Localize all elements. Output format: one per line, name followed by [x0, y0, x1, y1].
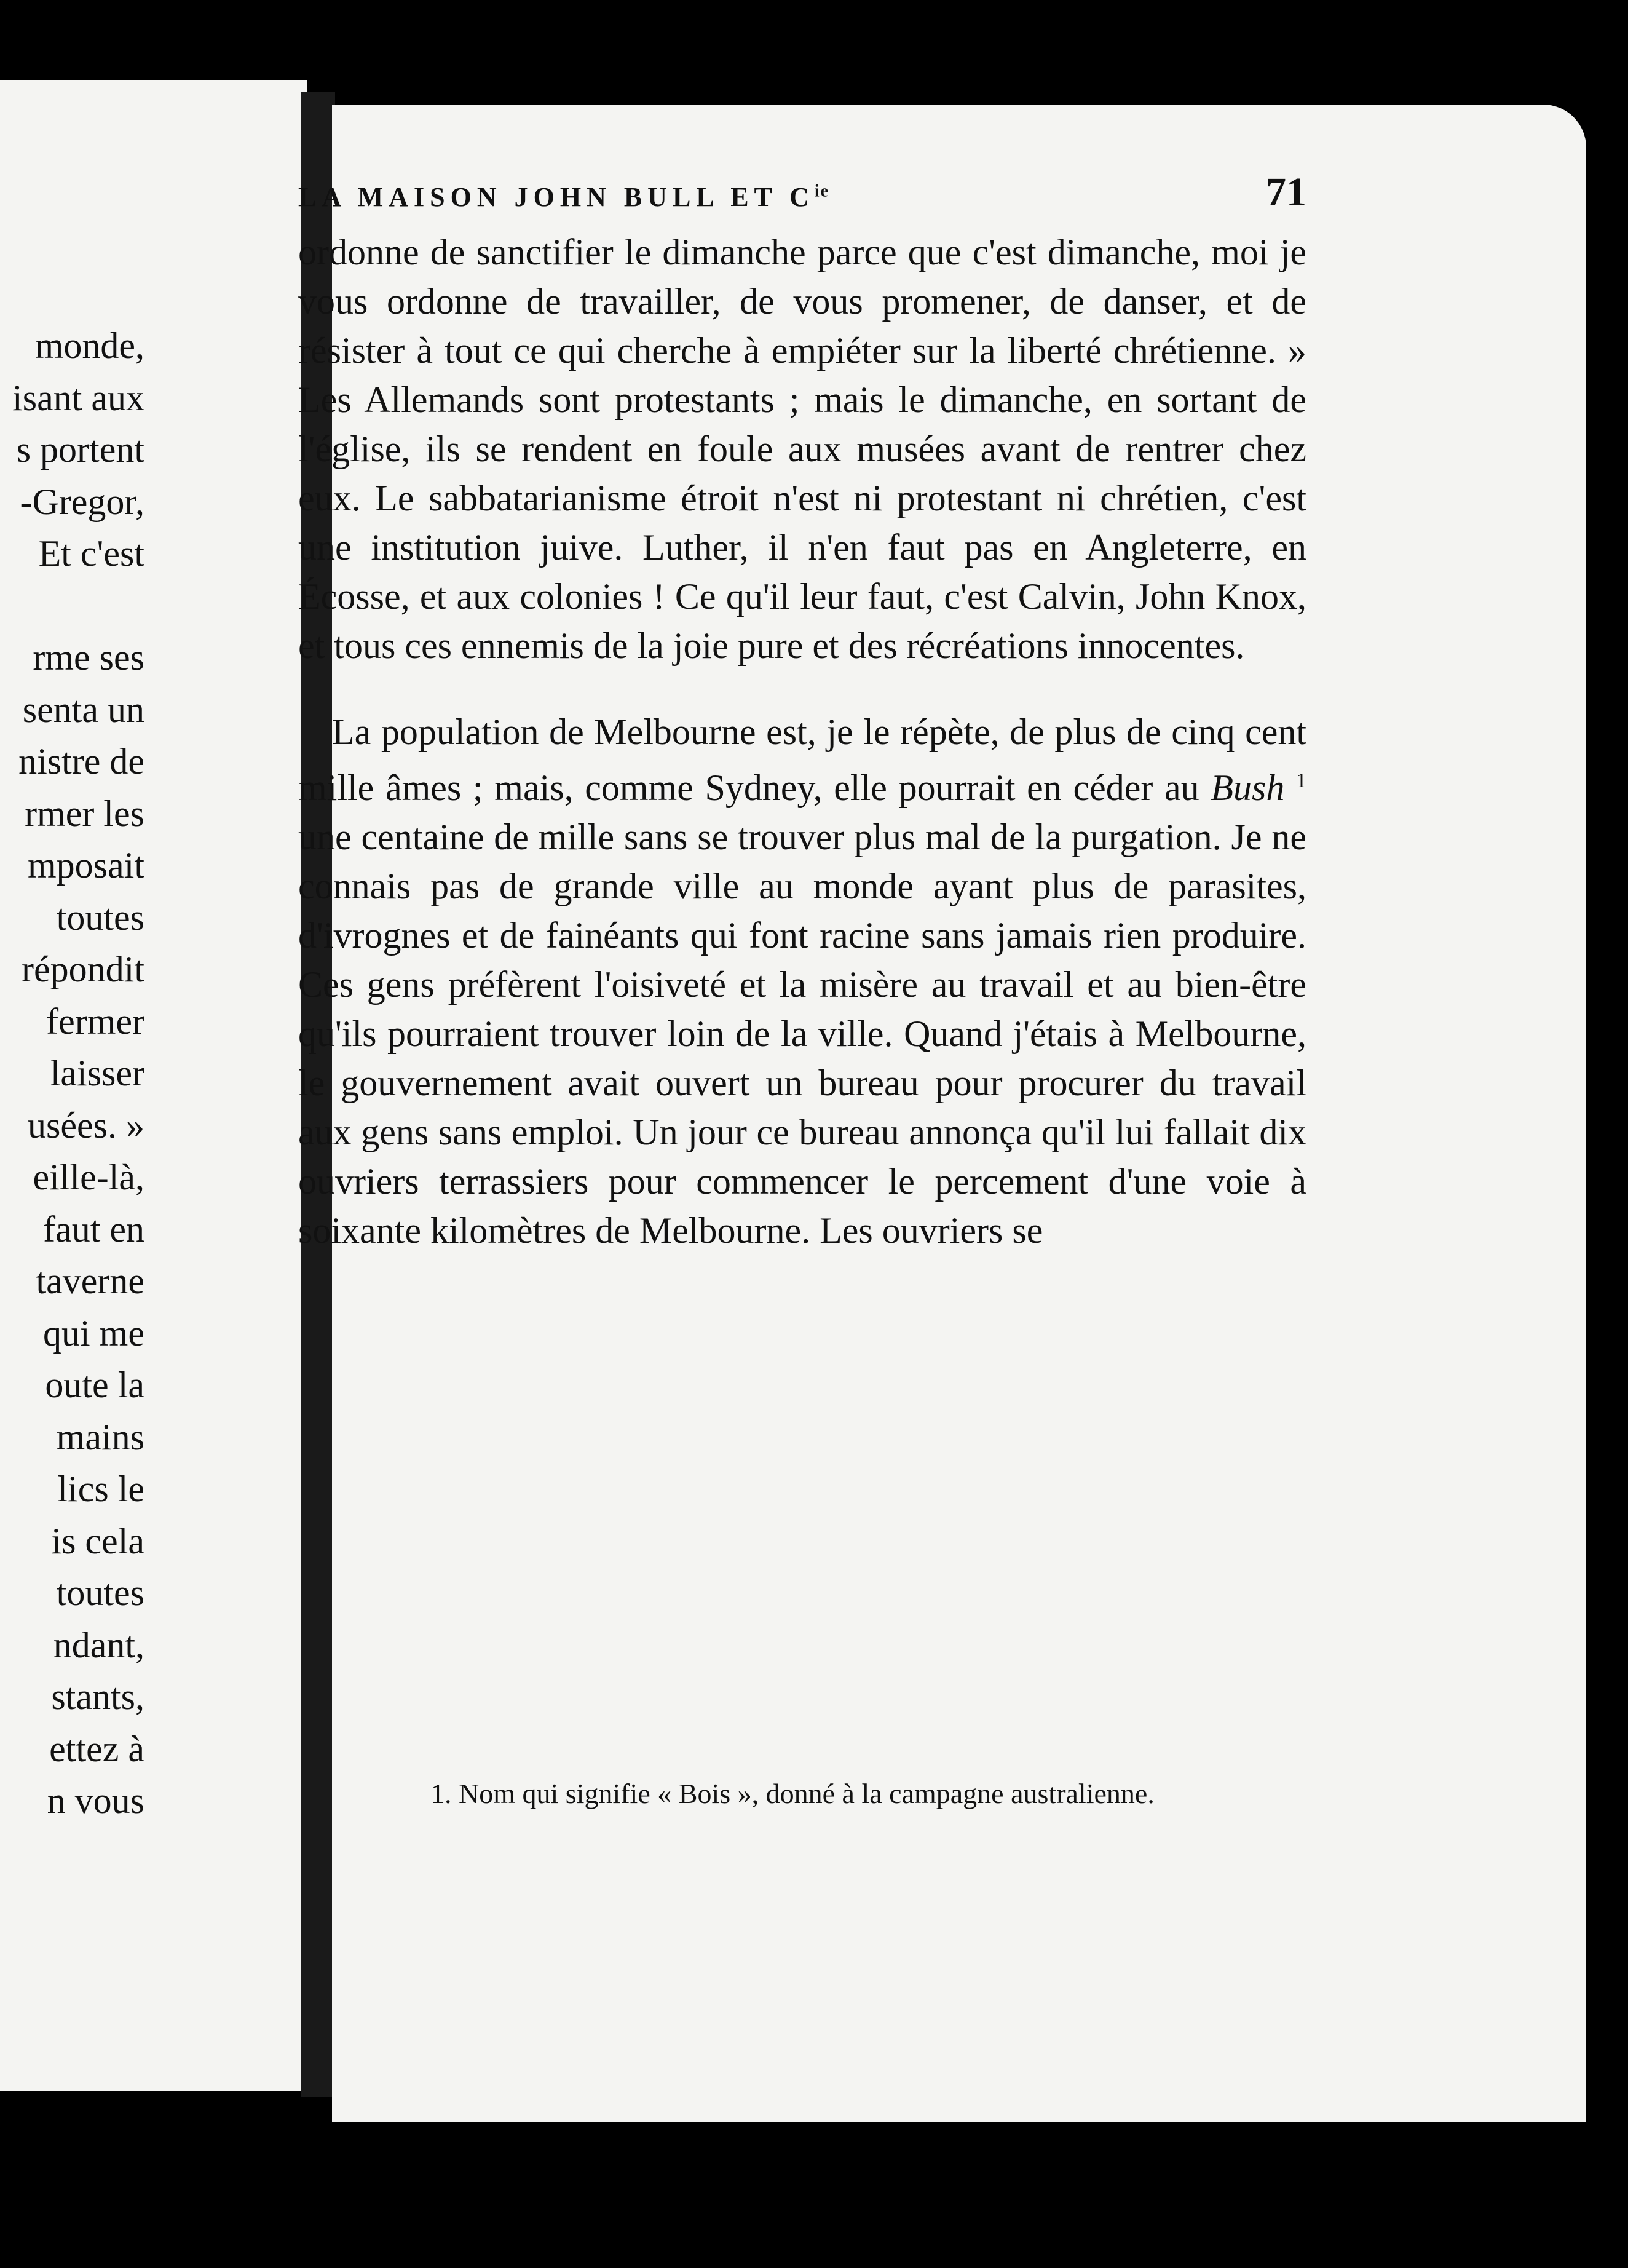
left-line: taverne [36, 1261, 144, 1301]
left-line: rmer les [25, 793, 144, 834]
footnote: 1. Nom qui signifie « Bois », donné à la campagne australienne. [430, 1778, 1155, 1809]
left-line: nistre de [18, 741, 144, 782]
left-line: -Gregor, [20, 481, 144, 522]
paragraph-2 [298, 707, 1306, 1255]
left-line: toutes [56, 897, 144, 938]
left-line: n vous [47, 1780, 144, 1821]
left-line: mposait [28, 845, 144, 886]
paragraph-1: ordonne de sanctifier le dimanche parce que c'est dimanche, moi je vous ordonne de travailler, de vous promener, de danser, et de résister à tout ce qui cherche à empiéter sur la liberté chrétienne. » Les Allemands sont protestants ; mais le dimanche, en sortant de l'église, ils se rendent en foule aux musées avant de rentrer chez eux. Le sabbatarianisme étroit n'est ni protestant ni chrétien, c'est une institution juive. Luther, il n'en faut pas en Angleterre, en Écosse, et aux colonies ! Ce qu'il leur faut, c'est Calvin, John Knox, et tous ces ennemis de la joie pure et des récréations innocentes. [298, 232, 1306, 666]
left-line: is cela [51, 1520, 144, 1561]
left-line: rme ses [33, 637, 144, 678]
paragraph-2-end: une centaine de mille sans se trouver plus mal de la purgation. Je ne connais pas de grande ville au monde ayant plus de parasites, d'ivrognes et de fainéants qui font racine sans jamais rien produire. Ces gens préfèrent l'oisiveté et la misère au travail et au bien-être qu'ils pourraient trouver loin de la ville. Quand j'étais à Melbourne, le gouvernement avait ouvert un bureau pour procurer du travail aux gens sans emploi. Un jour ce bureau annonça qu'il lui fallait dix ouvriers terrassiers pour commencer le percement d'une voie à soixante kilomètres de Melbourne. Les ouvriers se [298, 817, 1306, 1251]
left-line [0, 580, 144, 632]
left-line: stants, [51, 1676, 144, 1717]
left-line: faut en [43, 1208, 144, 1250]
page-header [298, 169, 1306, 224]
left-page [0, 80, 307, 2091]
left-line: eille-là, [33, 1157, 144, 1197]
left-line: Et c'est [38, 533, 144, 574]
left-line: senta un [22, 689, 144, 730]
left-line: fermer [46, 1001, 144, 1042]
left-line: isant aux [12, 377, 144, 418]
left-line: laisser [50, 1053, 144, 1093]
left-line: monde, [34, 325, 144, 366]
left-line: toutes [56, 1572, 144, 1613]
left-page-text [0, 320, 144, 1827]
running-title [298, 181, 829, 213]
left-line: répondit [22, 949, 144, 989]
running-title-text: LA MAISON JOHN BULL ET C [298, 182, 815, 212]
left-line: oute la [45, 1365, 144, 1405]
running-title-superscript: ie [814, 181, 830, 201]
footnote-reference: 1 [1296, 769, 1306, 792]
left-line: qui me [43, 1312, 144, 1354]
page-number: 71 [1266, 170, 1306, 215]
left-line: lics le [57, 1469, 144, 1509]
bush-italic: Bush [1211, 767, 1285, 808]
left-line: ettez à [49, 1728, 144, 1769]
left-line: ndant, [53, 1624, 144, 1665]
left-line: mains [56, 1416, 144, 1457]
paragraph-2-start: La population de Melbourne est, je le répète, de plus de cinq cent mille âmes ; mais, comme Sydney, elle pourrait en céder au [298, 712, 1306, 808]
body-text [298, 228, 1306, 1255]
left-line: usées. » [28, 1104, 144, 1146]
left-line: s portent [16, 429, 144, 470]
